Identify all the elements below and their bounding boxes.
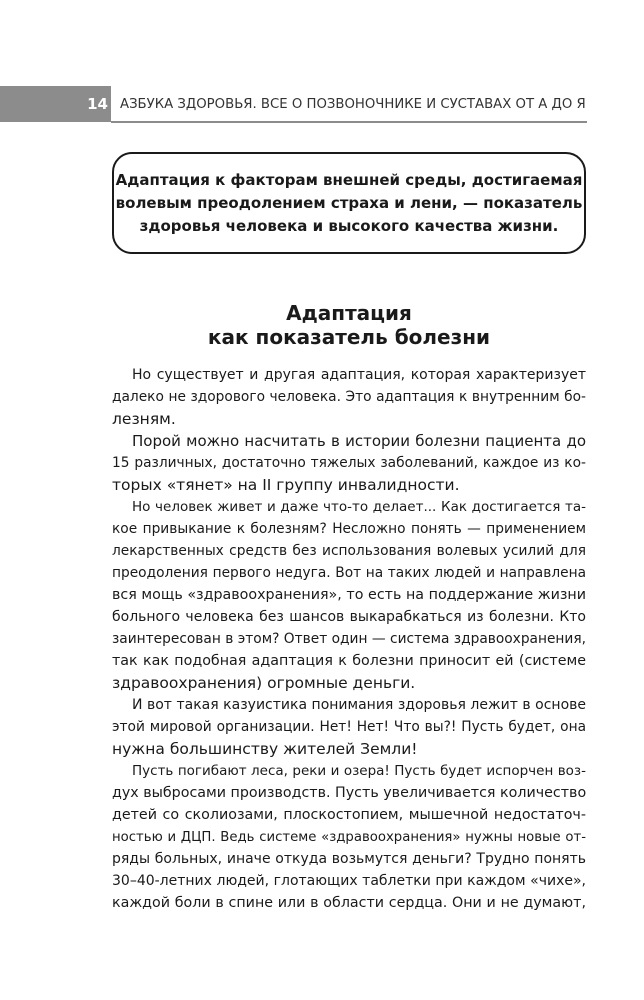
body-text-line: ряды больных, иначе откуда возьмутся деньги? Трудно понять xyxy=(112,851,586,867)
body-text-line: 30–40-летних людей, глотающих таблетки при каждом «чихе», xyxy=(112,873,586,889)
body-text-line: лезням. xyxy=(112,410,176,428)
body-text-line: Порой можно насчитать в истории болезни пациента до xyxy=(132,432,586,450)
body-text-line: Но существует и другая адаптация, которая характеризует xyxy=(132,367,586,383)
body-text-line: торых «тянет» на II группу инвалидности. xyxy=(112,476,460,494)
body-text-line: далеко не здорового человека. Это адаптация к внутренним бо- xyxy=(112,389,586,405)
section-title: как показатель болезни xyxy=(207,325,491,349)
page-number: 14 xyxy=(87,95,108,113)
body-text-line: преодоления первого недуга. Вот на таких людей и направлена xyxy=(112,565,586,581)
callout-line: Адаптация к факторам внешней среды, достигаемая xyxy=(115,171,583,189)
body-text-line: этой мировой организации. Нет! Нет! Что вы?! Пусть будет, она xyxy=(112,719,586,735)
body-text-line: Но человек живет и даже что-то делает... Как достигается та- xyxy=(132,499,586,515)
body-text-line: И вот такая казуистика понимания здоровья лежит в основе xyxy=(132,697,586,713)
body-text-line: так как подобная адаптация к болезни приносит ей (системе xyxy=(112,653,586,669)
running-title: АЗБУКА ЗДОРОВЬЯ. ВСЕ О ПОЗВОНОЧНИКЕ И СУСТАВАХ ОТ А ДО Я xyxy=(120,97,586,112)
body-text-line: Пусть погибают леса, реки и озера! Пусть будет испорчен воз- xyxy=(132,763,586,779)
body-text-line: кое привыкание к болезням? Несложно понять — применением xyxy=(112,521,586,537)
body-text-line: каждой боли в спине или в области сердца. Они и не думают, xyxy=(112,895,586,911)
body-text-line: нужна большинству жителей Земли! xyxy=(112,740,418,758)
callout-line: здоровья человека и высокого качества жизни. xyxy=(139,217,559,235)
body-text-line: заинтересован в этом? Ответ один — система здравоохранения, xyxy=(112,631,586,647)
body-text-line: больного человека без шансов выкарабкаться из болезни. Кто xyxy=(112,609,586,625)
body-text-line: вся мощь «здравоохранения», то есть на поддержание жизни xyxy=(112,587,586,603)
callout-line: волевым преодолением страха и лени, — показатель xyxy=(115,194,583,212)
header-rule xyxy=(111,121,587,123)
body-text-line: 15 различных, достаточно тяжелых заболеваний, каждое из ко- xyxy=(112,455,586,471)
body-text-line: дух выбросами производств. Пусть увеличивается количество xyxy=(112,785,587,801)
body-text-line: детей со сколиозами, плоскостопием, мышечной недостаточ- xyxy=(112,807,586,823)
body-text-line: здравоохранения) огромные деньги. xyxy=(112,674,416,692)
section-title: Адаптация xyxy=(286,301,412,325)
body-text-line: ностью и ДЦП. Ведь системе «здравоохранения» нужны новые от- xyxy=(112,830,586,845)
body-text-line: лекарственных средств без использования волевых усилий для xyxy=(112,543,586,559)
